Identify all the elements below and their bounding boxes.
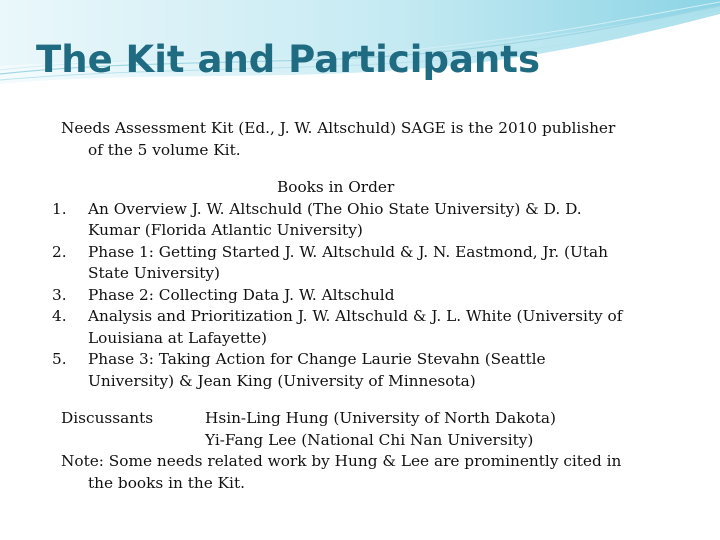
book-number: 4. — [52, 307, 67, 325]
book-item — [52, 242, 631, 285]
note-paragraph: Note: Some needs related work by Hung & Lee are prominently cited in the books in the Kit. — [61, 452, 622, 492]
book-item — [52, 285, 631, 307]
book-text: Analysis and Prioritization J. W. Altschuld & J. L. White (University of Louisiana at Lafayette) — [88, 307, 623, 347]
book-item — [52, 199, 631, 242]
slide-title: The Kit and Participants — [36, 38, 540, 81]
book-text: Phase 1: Getting Started J. W. Altschuld & J. N. Eastmond, Jr. (Utah State University) — [88, 242, 608, 282]
book-item — [52, 306, 631, 349]
book-number: 3. — [52, 285, 67, 304]
discussants-row — [61, 408, 631, 451]
books-list — [52, 199, 631, 393]
discussants-section — [61, 408, 631, 494]
book-text: Phase 3: Taking Action for Change Laurie Stevahn (Seattle University) & Jean King (University of Minnesota) — [88, 350, 546, 390]
discussant-name: Hsin-Ling Hung (University of North Dakota) — [205, 409, 556, 427]
discussants-label: Discussants — [61, 409, 154, 427]
discussant-name: Yi-Fang Lee (National Chi Nan University) — [205, 430, 534, 449]
slide-body — [52, 118, 631, 494]
book-item — [52, 349, 631, 392]
book-number: 5. — [52, 350, 67, 368]
book-text: An Overview J. W. Altschuld (The Ohio State University) & D. D. Kumar (Florida Atlantic University) — [88, 199, 582, 239]
book-text: Phase 2: Collecting Data J. W. Altschuld — [88, 285, 395, 304]
book-number: 2. — [52, 242, 67, 261]
intro-paragraph: Needs Assessment Kit (Ed., J. W. Altschuld) SAGE is the 2010 publisher of the 5 volume Kit. — [61, 119, 616, 159]
book-number: 1. — [52, 199, 67, 218]
books-heading: Books in Order — [277, 178, 395, 196]
